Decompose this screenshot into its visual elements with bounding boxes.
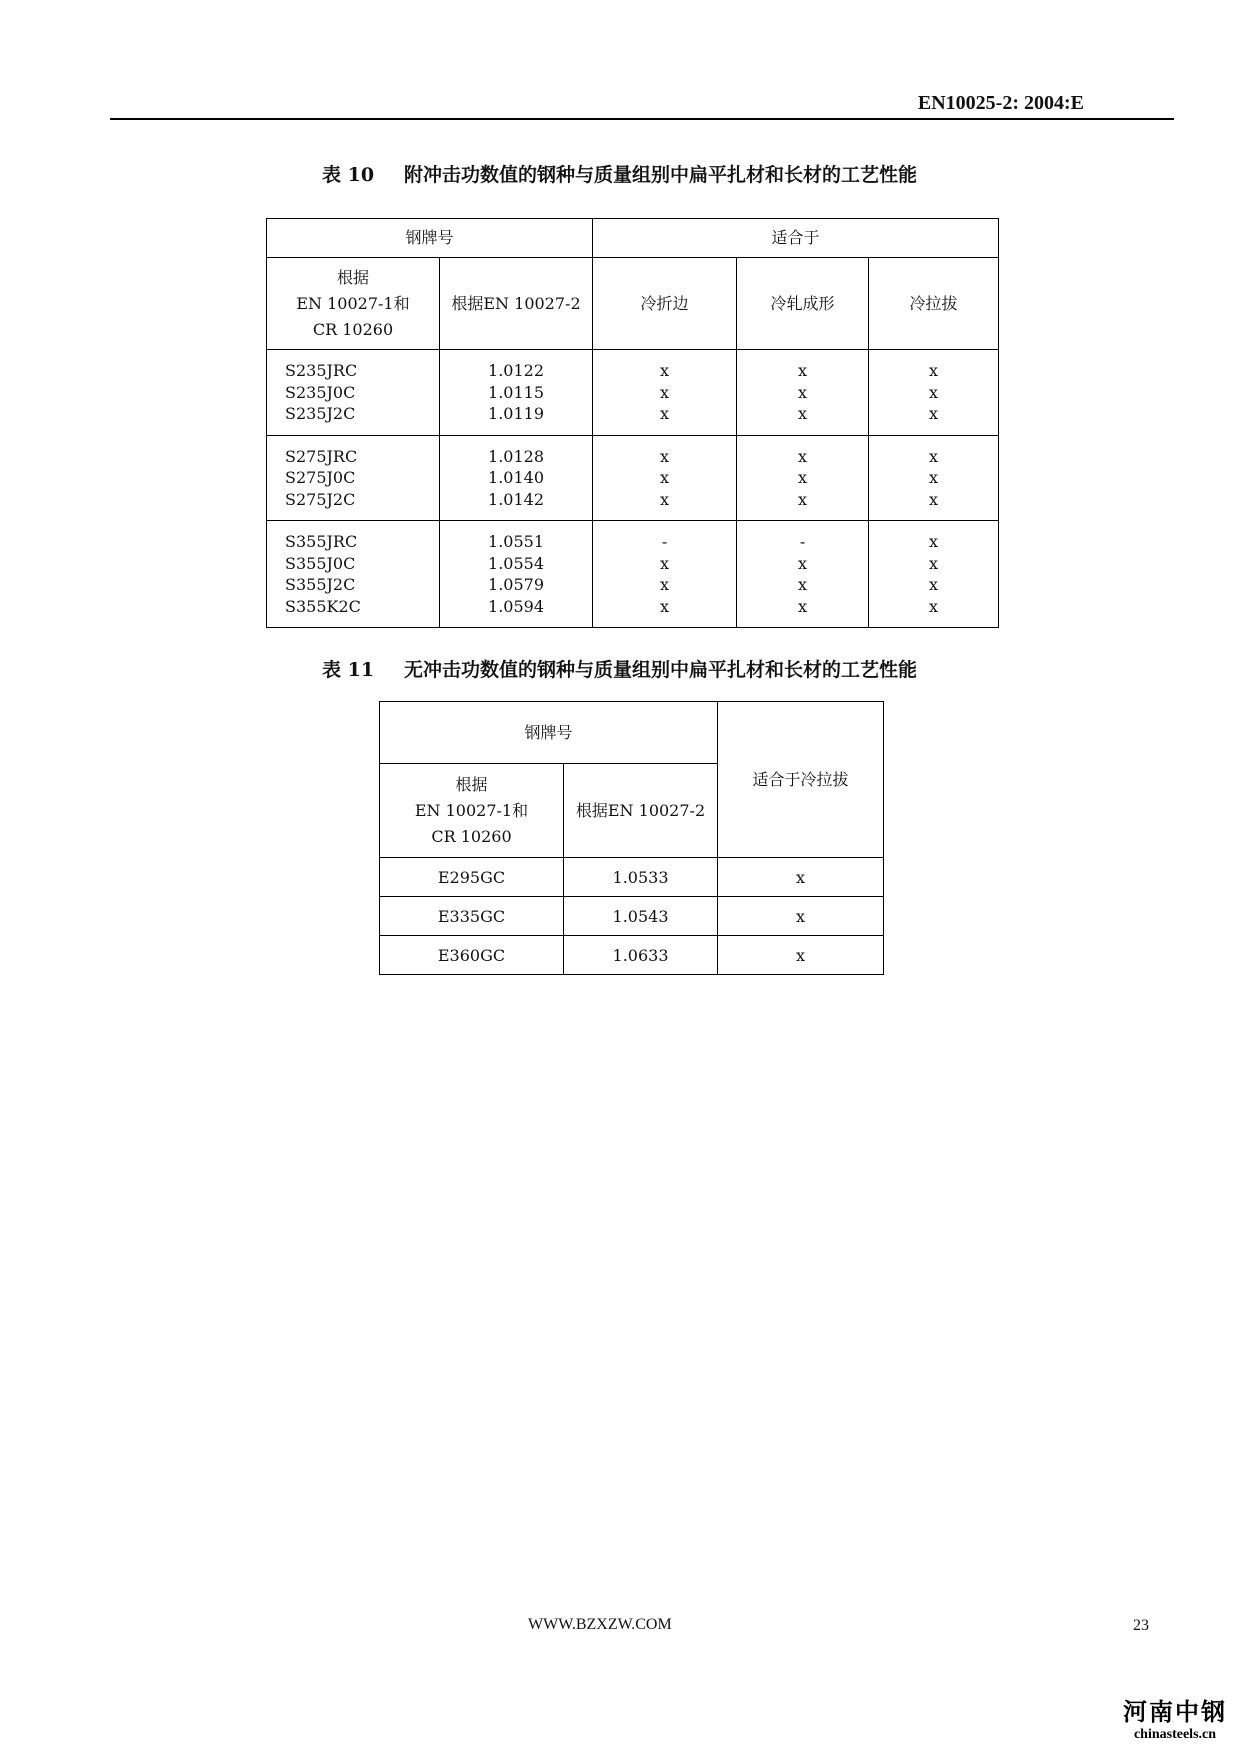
table11-header-grade: 钢牌号 [380,702,718,764]
mark-cell: - [661,532,668,551]
roll-list [737,350,868,435]
table-row [380,858,884,897]
mark-cell: x [929,361,939,380]
number-cell: 1.0594 [488,596,544,616]
table11-header-suitable-draw: 适合于冷拉拔 [718,702,884,858]
mark-cell: x [929,575,939,594]
page-number: 23 [1133,1617,1149,1634]
grade-cell: S355K2C [285,596,361,616]
table10-header-suitable: 适合于 [593,219,999,258]
flange-list [593,436,736,521]
flange-list [593,521,736,627]
standard-code: EN10025-2: 2004:E [917,92,1084,114]
mark-cell: x [660,553,670,573]
grade-cell: E360GC [380,936,564,975]
number-cell: 1.0533 [564,858,718,897]
document-header [110,90,1174,120]
draw-list [869,521,998,627]
header-line: CR 10260 [312,319,394,339]
mark-cell: x [798,446,808,466]
number-cell: 1.0633 [564,936,718,975]
table10-title: 附冲击功数值的钢种与质量组别中扁平扎材和长材的工艺性能 [404,164,918,186]
header-line: EN 10027-1和 [296,293,410,313]
number-cell: 1.0551 [488,532,544,551]
mark-cell: x [798,553,808,573]
number-cell: 1.0115 [488,382,544,402]
mark-cell: x [929,468,939,487]
mark-cell: x [718,936,884,975]
number-cell: 1.0554 [488,553,544,573]
number-cell: 1.0128 [488,446,544,466]
footer-url: WWW.BZXZW.COM [528,1616,672,1633]
mark-cell: x [660,446,670,466]
table10-number: 表 10 [322,164,375,186]
draw-list [869,350,998,435]
roll-list [737,436,868,521]
grade-cell: S355J2C [285,575,356,594]
table11-caption [322,655,917,682]
mark-cell: x [929,446,939,466]
grade-list [267,436,439,521]
watermark-name: 河南中钢 [1123,1698,1227,1726]
watermark-url: chinasteels.cn [1133,1727,1217,1742]
grade-cell: S275JRC [285,446,358,466]
number-cell: 1.0119 [488,404,544,423]
grade-cell: E295GC [380,858,564,897]
header-line: 根据 [455,774,488,794]
header-line: EN 10027-1和 [414,800,529,820]
number-list [440,521,592,627]
table-row [267,350,999,436]
mark-cell: - [799,532,806,551]
grade-cell: S275J0C [285,468,356,487]
table11 [379,701,884,975]
mark-cell: x [798,575,808,594]
number-cell: 1.0140 [488,468,544,487]
table10-header-grade: 钢牌号 [267,219,593,258]
table10-header-en10027-1 [267,258,440,350]
table10-header-cold-flange: 冷折边 [593,258,737,350]
mark-cell: x [660,596,670,616]
flange-list [593,350,736,435]
grade-cell: S355J0C [285,553,356,573]
table-row [380,897,884,936]
table10-header-en10027-2: 根据EN 10027-2 [440,258,593,350]
table10-header-cold-roll: 冷轧成形 [737,258,869,350]
grade-cell: S235J2C [285,404,356,423]
mark-cell: x [718,897,884,936]
header-line: 根据 [336,267,369,287]
table11-number: 表 11 [322,659,375,681]
grade-list [267,521,439,627]
mark-cell: x [798,489,808,509]
mark-cell: x [660,575,670,594]
mark-cell: x [929,404,939,423]
table11-title: 无冲击功数值的钢种与质量组别中扁平扎材和长材的工艺性能 [404,659,918,681]
table11-header-en10027-1 [380,764,564,858]
number-cell: 1.0543 [564,897,718,936]
watermark-logo [1110,1698,1240,1744]
number-cell: 1.0122 [488,361,544,380]
table-row [380,936,884,975]
mark-cell: x [718,858,884,897]
mark-cell: x [798,596,808,616]
mark-cell: x [660,361,670,380]
mark-cell: x [798,468,808,487]
grade-cell: S275J2C [285,489,356,509]
number-cell: 1.0142 [488,489,544,509]
number-list [440,436,592,521]
grade-cell: S235JRC [285,361,358,380]
mark-cell: x [798,382,808,402]
mark-cell: x [929,489,939,509]
table-row [267,521,999,628]
mark-cell: x [929,532,939,551]
table11-header-en10027-2: 根据EN 10027-2 [564,764,718,858]
mark-cell: x [929,553,939,573]
mark-cell: x [660,382,670,402]
table-row [267,435,999,521]
mark-cell: x [660,489,670,509]
grade-cell: S355JRC [285,532,358,551]
number-list [440,350,592,435]
grade-cell: E335GC [380,897,564,936]
mark-cell: x [660,404,670,423]
header-line: CR 10260 [431,826,512,846]
roll-list [737,521,868,627]
grade-list [267,350,439,435]
grade-cell: S235J0C [285,382,356,402]
mark-cell: x [929,596,939,616]
mark-cell: x [798,404,808,423]
mark-cell: x [660,468,670,487]
mark-cell: x [929,382,939,402]
table10-header-cold-draw: 冷拉拔 [869,258,999,350]
draw-list [869,436,998,521]
table10 [266,218,999,628]
number-cell: 1.0579 [488,575,544,594]
mark-cell: x [798,361,808,380]
table10-caption [322,160,917,187]
